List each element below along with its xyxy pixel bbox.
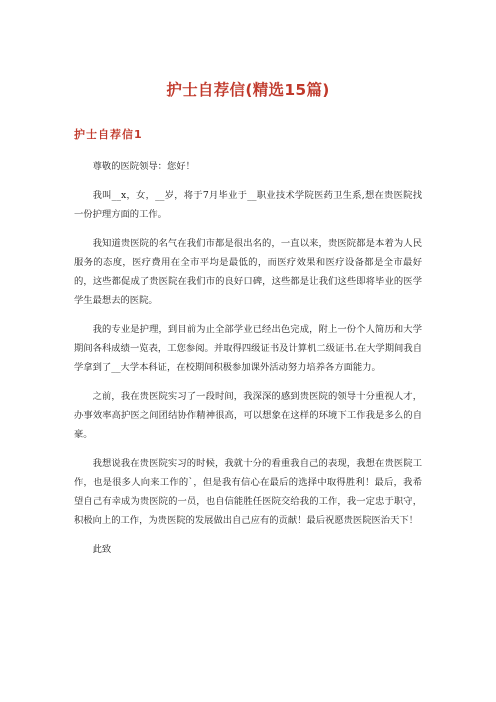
paragraph-closing-wish: 我想说我在贵医院实习的时候，我就十分的看重我自己的表现，我想在贵医院工作，也是很多人向来工作的`，但是我有信心在最后的选择中取得胜利！最后，我希望自己有幸成为贵医院的一员，也自信能胜任医院交给我的工作，我一定忠于职守，积极向上的工作，为贵医院的发展做出自己应有的贡献！最后祝愿贵医院医治天下！ [74, 458, 422, 526]
document-title: 护士自荐信(精选15篇) [166, 81, 330, 99]
paragraph-greeting: 尊敬的医院领导：您好！ [92, 161, 195, 172]
paragraph-internship: 之前，我在贵医院实习了一段时间，我深深的感到贵医院的领导十分重视人才，办事效率高护医之间团结协作精神很高，可以想象在这样的环境下工作我是多么的自豪。 [74, 391, 422, 440]
letter-body [74, 157, 422, 569]
paragraph-education: 我的专业是护理，到目前为止全部学业已经出色完成，附上一份个人简历和大学期间各科成绩一览表，工您参阅。并取得四级证书及计算机二级证书.在大学期间我自学拿到了__大学本科证，在校期间积极参加课外活动努力培养各方面能力。 [74, 324, 422, 373]
paragraph-introduction: 我叫__x，女，__岁，将于7月毕业于__职业技术学院医药卫生系,想在贵医院找一份护理方面的工作。 [74, 190, 422, 220]
section-heading: 护士自荐信1 [74, 128, 143, 141]
paragraph-hospital-reputation: 我知道贵医院的名气在我们市都是很出名的，一直以来，贵医院都是本着为人民服务的态度，医疗费用在全市平均是最低的，而医疗效果和医疗设备都是全市最好的，这些都促成了贵医院在我们市的良好口碑，这些都是让我们这些即将毕业的医学学生最想去的医院。 [74, 238, 422, 306]
paragraph-salutation: 此致 [92, 544, 112, 555]
